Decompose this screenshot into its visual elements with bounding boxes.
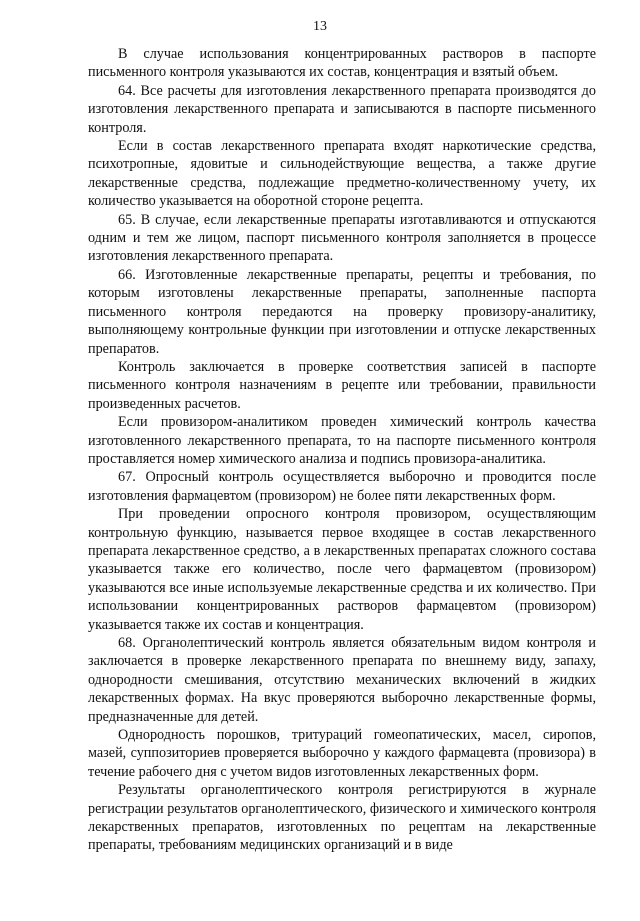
paragraph: Результаты органолептического контроля регистрируются в журнале регистрации результатов органолептического, физического и химического контроля лекарственных препаратов, изготовленных по рецептам на лекарственные препараты, требованиям медицинских организаций и в виде (88, 782, 596, 854)
paragraph: Если в состав лекарственного препарата входят наркотические средства, психотропные, ядовитые и сильнодействующие вещества, а также другие лекарственные средства, подлежащие предметно-количественному учету, их количество указывается на оборотной стороне рецепта. (88, 138, 596, 210)
document-body (88, 45, 596, 855)
page-number: 13 (313, 19, 327, 34)
paragraph: Однородность порошков, тритураций гомеопатических, масел, сиропов, мазей, суппозиториев проверяется выборочно у каждого фармацевта (провизора) в течение рабочего дня с учетом видов изготовленных лекарственных форм. (88, 727, 596, 780)
paragraph: 65. В случае, если лекарственные препараты изготавливаются и отпускаются одним и тем же лицом, паспорт письменного контроля заполняется в процессе изготовления лекарственного препарата. (88, 211, 596, 265)
paragraph: Контроль заключается в проверке соответствия записей в паспорте письменного контроля назначениям в рецепте или требовании, правильности произведенных расчетов. (88, 358, 596, 412)
paragraph: 64. Все расчеты для изготовления лекарственного препарата производятся до изготовления лекарственного препарата и записываются в паспорте письменного контроля. (88, 82, 596, 136)
paragraph: 66. Изготовленные лекарственные препараты, рецепты и требования, по которым изготовлены лекарственные препараты, заполненные паспорта письменного контроля передаются на проверку провизору-аналитику, выполняющему контрольные функции при изготовлении и отпуске лекарственных препаратов. (88, 266, 596, 357)
paragraph: 68. Органолептический контроль является обязательным видом контроля и заключается в проверке лекарственного препарата по внешнему виду, запаху, однородности смешивания, отсутствию механических включений в жидких лекарственных формах. На вкус проверяются выборочно лекарственные формы, предназначенные для детей. (88, 635, 596, 725)
paragraph: При проведении опросного контроля провизором, осуществляющим контрольную функцию, называется первое входящее в состав лекарственного препарата лекарственное средство, а в лекарственных препаратах сложного состава указывается также его количество, после чего фармацевтом (провизором) указываются все иные используемые лекарственные средства и их количество. При использовании концентрированных растворов фармацевтом (провизором) указывается также их состав и концентрация. (88, 506, 596, 633)
paragraph: Если провизором-аналитиком проведен химический контроль качества изготовленного лекарственного препарата, то на паспорте письменного контроля проставляется номер химического анализа и подпись провизора-аналитика. (88, 414, 596, 467)
paragraph: 67. Опросный контроль осуществляется выборочно и проводится после изготовления фармацевтом (провизором) не более пяти лекарственных форм. (88, 469, 596, 504)
paragraph: В случае использования концентрированных растворов в паспорте письменного контроля указываются их состав, концентрация и взятый объем. (88, 46, 596, 81)
